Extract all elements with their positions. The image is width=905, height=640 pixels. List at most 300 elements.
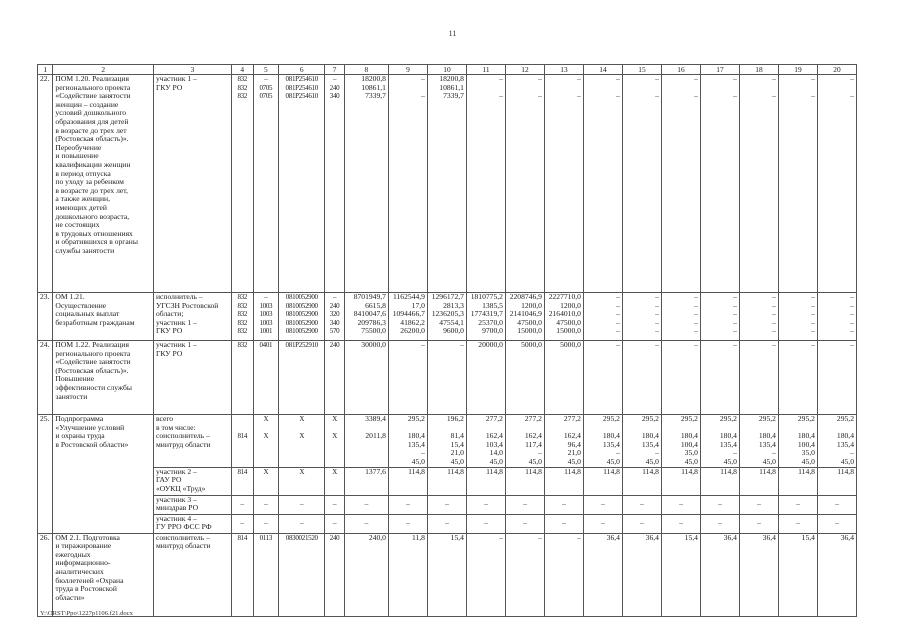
cell-line: в возрасте до трех лет [55, 125, 127, 135]
value-line: 1003 [259, 318, 273, 327]
cell-line: всего [155, 414, 174, 423]
cell-line: ГАУ РО [155, 475, 182, 485]
value-line: – [772, 300, 776, 310]
value-cell: – [427, 341, 466, 415]
value-cell: 15,4 [661, 533, 700, 616]
value-cell: 1377,6 [344, 467, 388, 495]
value-cell [661, 415, 700, 468]
value-line: 35,0 [801, 448, 815, 458]
cell-line: дошкольного возраста, [55, 211, 130, 221]
value-cell: 814 [231, 467, 253, 495]
value-line: 0810052900 [285, 293, 318, 301]
value-line: 45,0 [606, 456, 620, 466]
cell-line: участник 3 – [155, 495, 197, 504]
value-line: – [655, 448, 659, 458]
value-line: – [811, 74, 815, 83]
value-line: – [616, 74, 620, 83]
value-cell: – [700, 495, 739, 514]
value-line: 295,2 [602, 414, 620, 423]
value-line: 45,0 [528, 456, 542, 466]
value-line: – [733, 317, 737, 327]
cell-line: безработным гражданам [55, 317, 135, 327]
value-cell: 36,4 [622, 533, 661, 616]
value-cell: – [739, 514, 778, 533]
value-line [281, 441, 322, 450]
value-line: 1200,0 [560, 300, 581, 310]
value-line [625, 84, 659, 93]
value-line: – [538, 74, 542, 83]
cell-line: исполнитель – [155, 292, 203, 301]
value-line: – [616, 317, 620, 327]
value-line: Х [332, 432, 337, 441]
value-line: 45,0 [684, 456, 698, 466]
value-cell: 114,8 [466, 467, 505, 495]
value-cell [544, 75, 583, 293]
value-line: – [577, 74, 581, 83]
value-line: – [538, 91, 542, 101]
value-cell: 114,8 [622, 467, 661, 495]
value-cell: – [253, 495, 279, 514]
value-line: 814 [237, 432, 248, 441]
value-cell [778, 75, 817, 293]
value-line [327, 441, 342, 450]
value-cell: – [466, 495, 505, 514]
value-cell: – [622, 514, 661, 533]
value-line: 295,2 [836, 414, 854, 423]
value-line: 10861,1 [361, 82, 386, 92]
value-cell: – [817, 341, 856, 415]
value-cell [344, 293, 388, 341]
value-line: – [811, 292, 815, 301]
value-cell: – [778, 495, 817, 514]
cell-line: ежегодных [55, 549, 91, 559]
value-line: – [499, 91, 503, 101]
executor-cell [153, 533, 231, 616]
value-line: 18200,8 [439, 74, 464, 83]
value-cell: 36,4 [739, 533, 778, 616]
value-cell [388, 415, 427, 468]
cell-line: в трудовых отношениях [55, 228, 133, 238]
value-line: 0810052900 [285, 318, 318, 327]
value-line: 2208746,9 [509, 292, 542, 301]
value-line: 45,0 [840, 456, 854, 466]
value-line: 100,4 [680, 439, 698, 449]
value-cell [505, 293, 544, 341]
value-line [820, 84, 854, 93]
value-cell [427, 75, 466, 293]
value-line: – [772, 91, 776, 101]
cell-line: условий дошкольного [55, 108, 127, 118]
value-line: 277,2 [485, 414, 503, 423]
value-line: 570 [329, 327, 340, 336]
value-cell: 36,4 [817, 533, 856, 616]
value-cell [622, 75, 661, 293]
value-line: 14,0 [489, 448, 503, 458]
cell-line: образования для детей [55, 116, 129, 126]
value-line: 295,2 [407, 414, 425, 423]
value-cell: 15,4 [778, 533, 817, 616]
cell-line: не состоящих [55, 220, 100, 230]
value-cell: – [427, 514, 466, 533]
value-line: 45,0 [489, 456, 503, 466]
cell-line: информационно- [55, 558, 111, 568]
value-cell [583, 415, 622, 468]
value-cell: – [817, 495, 856, 514]
value-line: 45,0 [450, 456, 464, 466]
cell-line: женщин – создание [55, 99, 119, 109]
value-line: 26200,0 [400, 326, 425, 336]
value-cell: 11,8 [388, 533, 427, 616]
value-cell: – [700, 514, 739, 533]
footer-file-path: Y:\ORST\Ppo\1227p1106.f21.docx [40, 610, 133, 617]
value-line: 2141046,9 [509, 309, 542, 319]
value-cell [388, 75, 427, 293]
value-line: 3389,4 [365, 414, 386, 423]
cell-line: в Ростовской области» [55, 439, 129, 449]
value-cell: – [544, 514, 583, 533]
column-number: 11 [466, 65, 505, 75]
cell-line: в возрасте до трех лет, [55, 185, 128, 195]
value-cell: – [427, 495, 466, 514]
value-cell [325, 415, 345, 468]
value-line: – [264, 75, 268, 83]
value-line [256, 424, 277, 433]
value-line: Х [263, 415, 269, 423]
value-line: 135,4 [641, 439, 659, 449]
value-line [327, 424, 342, 433]
value-line: 162,4 [563, 431, 581, 441]
value-cell [778, 415, 817, 468]
value-line: – [811, 317, 815, 327]
measure-name [53, 341, 154, 415]
value-line [347, 441, 386, 450]
value-line: 0810052900 [285, 327, 318, 336]
column-number-row [38, 65, 857, 75]
table-row [38, 415, 857, 468]
value-line: 100,4 [797, 439, 815, 449]
value-cell [466, 415, 505, 468]
value-cell: 114,8 [700, 467, 739, 495]
cell-line: регионального проекта [55, 348, 131, 358]
value-cell: 240 [325, 341, 345, 415]
value-cell: 240 [325, 533, 345, 616]
value-cell: 114,8 [661, 467, 700, 495]
value-line: 295,2 [758, 414, 776, 423]
cell-line: «Улучшение условий [55, 422, 125, 432]
value-line: 9700,0 [482, 326, 503, 336]
cell-line: «Содействие занятости [55, 91, 131, 101]
value-line: Х [263, 432, 269, 441]
value-line [586, 84, 620, 93]
value-line: 1774319,7 [470, 309, 503, 319]
cell-line: ОМ 2.1. Подготовка [55, 533, 120, 542]
executor-cell [153, 415, 231, 468]
value-line: 832 [237, 75, 248, 83]
value-line: – [733, 292, 737, 301]
cell-line: и повышение [55, 151, 99, 161]
value-line: 180,4 [758, 431, 776, 441]
value-line [508, 84, 542, 93]
value-line: 35,0 [684, 448, 698, 458]
value-cell: 5000,0 [505, 341, 544, 415]
value-line: – [577, 91, 581, 101]
cell-line: эффективности службы [55, 382, 132, 392]
value-cell: 081P252910 [279, 341, 325, 415]
cell-line: области» [55, 592, 85, 602]
value-cell: – [739, 341, 778, 415]
value-cell: Х [325, 467, 345, 495]
value-line [664, 84, 698, 93]
value-cell: – [231, 495, 253, 514]
value-line: – [694, 317, 698, 327]
value-cell: 114,8 [817, 467, 856, 495]
value-line: 832 [237, 318, 248, 327]
value-cell: – [583, 495, 622, 514]
value-line: 1385,5 [482, 300, 503, 310]
value-line: – [733, 309, 737, 319]
value-cell: 114,8 [505, 467, 544, 495]
value-cell: – [344, 495, 388, 514]
cell-line: ГУ РРО ФСС РФ [155, 522, 212, 532]
row-number: 24. [38, 341, 53, 415]
value-cell: 5000,0 [544, 341, 583, 415]
value-cell: – [325, 514, 345, 533]
value-line: 180,4 [680, 431, 698, 441]
value-line: – [850, 91, 854, 101]
value-cell: – [344, 514, 388, 533]
value-cell [817, 293, 856, 341]
value-line: 832 [237, 92, 248, 101]
value-line [234, 415, 251, 424]
cell-line: участник 4 – [155, 514, 197, 523]
value-line: 2227710,0 [548, 292, 581, 301]
value-line: 1810775,2 [470, 292, 503, 301]
value-line: – [694, 91, 698, 101]
value-line: 1003 [259, 310, 273, 319]
column-number: 9 [388, 65, 427, 75]
value-line: – [772, 309, 776, 319]
value-line: – [811, 309, 815, 319]
value-line: – [772, 317, 776, 327]
value-line: 295,2 [719, 414, 737, 423]
value-cell: – [279, 514, 325, 533]
measure-name [53, 533, 154, 616]
value-line: 8701949,7 [353, 292, 386, 301]
value-line: 135,4 [602, 439, 620, 449]
value-cell [817, 75, 856, 293]
value-line [547, 84, 581, 93]
cell-line: минздрав РО [155, 503, 199, 513]
column-number: 1 [38, 65, 53, 75]
value-cell: – [661, 514, 700, 533]
column-number: 7 [325, 65, 345, 75]
value-line: 2011,8 [365, 431, 386, 441]
value-cell [700, 415, 739, 468]
table-row [38, 533, 857, 616]
value-line: 295,2 [641, 414, 659, 423]
cell-line: Подпрограмма [55, 414, 104, 423]
value-line: 1162544,9 [392, 292, 425, 301]
column-number: 14 [583, 65, 622, 75]
value-line: 41862,2 [400, 317, 425, 327]
value-cell: – [388, 514, 427, 533]
value-line: 081P254610 [285, 83, 318, 92]
cell-line: в том числе: [155, 422, 196, 432]
executor-cell [153, 293, 231, 341]
column-number: 3 [153, 65, 231, 75]
value-line: 1236205,3 [431, 309, 464, 319]
cell-line: бюллетеней «Охрана [55, 575, 124, 585]
value-cell: 15,4 [427, 533, 466, 616]
executor-cell [153, 514, 231, 533]
value-cell [325, 75, 345, 293]
value-line: 0810052900 [285, 301, 318, 310]
value-cell: – [544, 533, 583, 616]
value-line: 81,4 [450, 431, 464, 441]
table-row [38, 467, 857, 495]
cell-line: социальных выплат [55, 309, 120, 319]
cell-line: минтруд области [155, 439, 211, 449]
value-line: 240 [329, 83, 340, 92]
value-cell [505, 75, 544, 293]
cell-line: ГКУ РО [155, 82, 183, 92]
value-cell: 0113 [253, 533, 279, 616]
value-line: – [772, 326, 776, 336]
value-line [781, 84, 815, 93]
cell-line: имеющих детей [55, 202, 107, 212]
column-number: 5 [253, 65, 279, 75]
value-line: – [772, 448, 776, 458]
column-number: 12 [505, 65, 544, 75]
cell-line: (Ростовская область)». [55, 365, 129, 375]
value-line: – [332, 75, 337, 83]
value-line: Х [332, 415, 337, 423]
value-line: 832 [237, 310, 248, 319]
value-line: 832 [237, 301, 248, 310]
value-line: – [538, 448, 542, 458]
value-cell: Х [253, 467, 279, 495]
value-cell: 114,8 [427, 467, 466, 495]
cell-line: регионального проекта [55, 82, 131, 92]
value-cell: – [253, 514, 279, 533]
value-cell [778, 293, 817, 341]
value-line: 832 [237, 83, 248, 92]
value-line: 7339,7 [443, 91, 464, 101]
value-line: 7339,7 [365, 91, 386, 101]
value-cell: – [739, 495, 778, 514]
cell-line: области; [155, 309, 184, 319]
value-line: 17,0 [411, 300, 425, 310]
value-cell: 0830021520 [279, 533, 325, 616]
value-line: – [655, 309, 659, 319]
cell-line: квалификации женщин [55, 159, 131, 169]
value-cell: – [544, 495, 583, 514]
value-line: 135,4 [836, 439, 854, 449]
value-line: – [850, 309, 854, 319]
cell-line: и тиражирование [55, 541, 112, 551]
value-line: – [421, 74, 425, 83]
value-line: 25370,0 [478, 317, 503, 327]
value-cell [661, 293, 700, 341]
value-line: – [733, 74, 737, 83]
executor-cell [153, 467, 231, 495]
cell-line: УГСЗН Ростовской [155, 300, 219, 310]
table-row [38, 514, 857, 533]
value-cell [544, 293, 583, 341]
value-cell: – [661, 341, 700, 415]
value-cell: 814 [231, 533, 253, 616]
value-line: 117,4 [525, 439, 542, 449]
value-line: 320 [329, 310, 340, 319]
value-line: 47500,0 [517, 317, 542, 327]
value-line: – [733, 448, 737, 458]
value-line: 340 [329, 318, 340, 327]
value-line: 832 [237, 327, 248, 336]
value-cell: – [325, 495, 345, 514]
value-line: 8410047,6 [353, 309, 386, 319]
value-cell [279, 75, 325, 293]
cell-line: ОМ 1.21. [55, 292, 85, 301]
value-cell: – [466, 514, 505, 533]
value-cell [583, 75, 622, 293]
value-line: 10861,1 [439, 82, 464, 92]
value-line: – [694, 326, 698, 336]
value-line: – [850, 326, 854, 336]
value-line: 15,4 [450, 439, 464, 449]
value-line: 081P254610 [285, 92, 318, 101]
value-line: – [811, 326, 815, 336]
value-line: 2164010,0 [548, 309, 581, 319]
value-cell [344, 75, 388, 293]
table-row [38, 75, 857, 293]
value-line: 209786,3 [357, 317, 386, 327]
value-cell: 114,8 [778, 467, 817, 495]
column-number: 6 [279, 65, 325, 75]
value-line [281, 424, 322, 433]
value-cell [253, 293, 279, 341]
value-cell: – [466, 533, 505, 616]
value-line: – [811, 91, 815, 101]
value-line: 196,2 [446, 414, 464, 423]
value-cell: 36,4 [583, 533, 622, 616]
cell-line: труда в Ростовской [55, 584, 117, 594]
cell-line: «ОУКЦ «Труд» [155, 483, 206, 493]
value-line: 15000,0 [517, 326, 542, 336]
cell-line: соисполнитель – [155, 533, 210, 542]
measure-name [53, 415, 154, 534]
value-cell: – [778, 341, 817, 415]
value-cell [700, 75, 739, 293]
value-line: 180,4 [719, 431, 737, 441]
value-line: – [733, 300, 737, 310]
value-line: – [264, 293, 268, 301]
value-line: 180,4 [602, 431, 620, 441]
value-line: 180,4 [836, 431, 854, 441]
measure-name [53, 293, 154, 341]
value-line: – [616, 91, 620, 101]
executor-cell [153, 341, 231, 415]
value-line: 180,4 [797, 431, 815, 441]
cell-line: участник 1 – [155, 317, 197, 327]
value-line: 162,4 [485, 431, 503, 441]
value-line [234, 441, 251, 450]
value-cell [427, 415, 466, 468]
value-line [391, 84, 425, 93]
value-line: 45,0 [411, 456, 425, 466]
value-line: – [655, 300, 659, 310]
value-line: – [772, 292, 776, 301]
value-cell: 832 [231, 341, 253, 415]
